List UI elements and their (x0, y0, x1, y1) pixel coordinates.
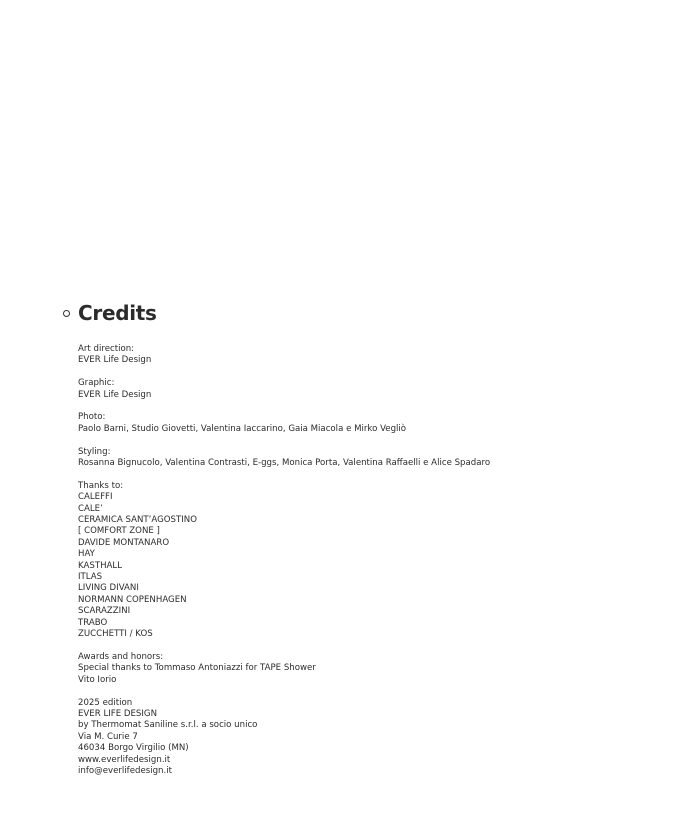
section-label: Photo: (78, 412, 106, 423)
section-label: Styling: (78, 446, 111, 457)
email-link[interactable]: info@everlifedesign.it (78, 765, 172, 776)
section-line: Rosanna Bignucolo, Valentina Contrasti, E-ggs, Monica Porta, Valentina Raffaelli e Alice Spadaro (78, 458, 491, 469)
address-street: Via M. Curie 7 (78, 731, 138, 742)
section-photo (78, 412, 490, 435)
thanks-item: CERAMICA SANT’AGOSTINO (78, 515, 197, 526)
credits-content (78, 344, 490, 789)
section-label: Art direction: (78, 344, 135, 354)
company-owner: by Thermomat Saniline s.r.l. a socio unico (78, 720, 258, 731)
company-name: EVER LIFE DESIGN (78, 708, 157, 719)
thanks-item: ITLAS (78, 572, 103, 583)
thanks-item: KASTHALL (78, 560, 122, 571)
section-label: 2025 edition (78, 697, 133, 708)
section-edition (78, 698, 490, 778)
thanks-item: DAVIDE MONTANARO (78, 537, 170, 548)
section-line: Vito Iorio (78, 674, 117, 685)
section-line: Special thanks to Tommaso Antoniazzi for TAPE Shower (78, 663, 316, 674)
thanks-item: NORMANN COPENHAGEN (78, 594, 187, 605)
thanks-item: ZUCCHETTI / KOS (78, 629, 153, 640)
address-city: 46034 Borgo Virgilio (MN) (78, 743, 189, 754)
section-line: EVER Life Design (78, 355, 152, 366)
thanks-item: CALE’ (78, 503, 103, 514)
thanks-item: SCARAZZINI (78, 606, 131, 617)
section-label: Graphic: (78, 378, 115, 389)
thanks-item: HAY (78, 549, 95, 560)
section-art-direction (78, 344, 490, 367)
section-line: EVER Life Design (78, 389, 152, 400)
section-label: Thanks to: (78, 480, 124, 491)
credits-heading (63, 301, 157, 325)
thanks-item: CALEFFI (78, 492, 113, 503)
section-styling (78, 447, 490, 470)
bullet-circle-icon (63, 310, 70, 317)
thanks-item: TRABO (78, 617, 108, 628)
section-line: Paolo Barni, Studio Giovetti, Valentina Iaccarino, Gaia Miacola e Mirko Vegliò (78, 423, 407, 434)
section-graphic (78, 378, 490, 401)
thanks-item: [ COMFORT ZONE ] (78, 526, 160, 537)
section-label: Awards and honors: (78, 651, 164, 662)
website-link[interactable]: www.everlifedesign.it (78, 754, 171, 765)
page-title: Credits (78, 301, 157, 325)
section-awards (78, 652, 490, 686)
section-thanks (78, 481, 490, 641)
thanks-item: LIVING DIVANI (78, 583, 139, 594)
